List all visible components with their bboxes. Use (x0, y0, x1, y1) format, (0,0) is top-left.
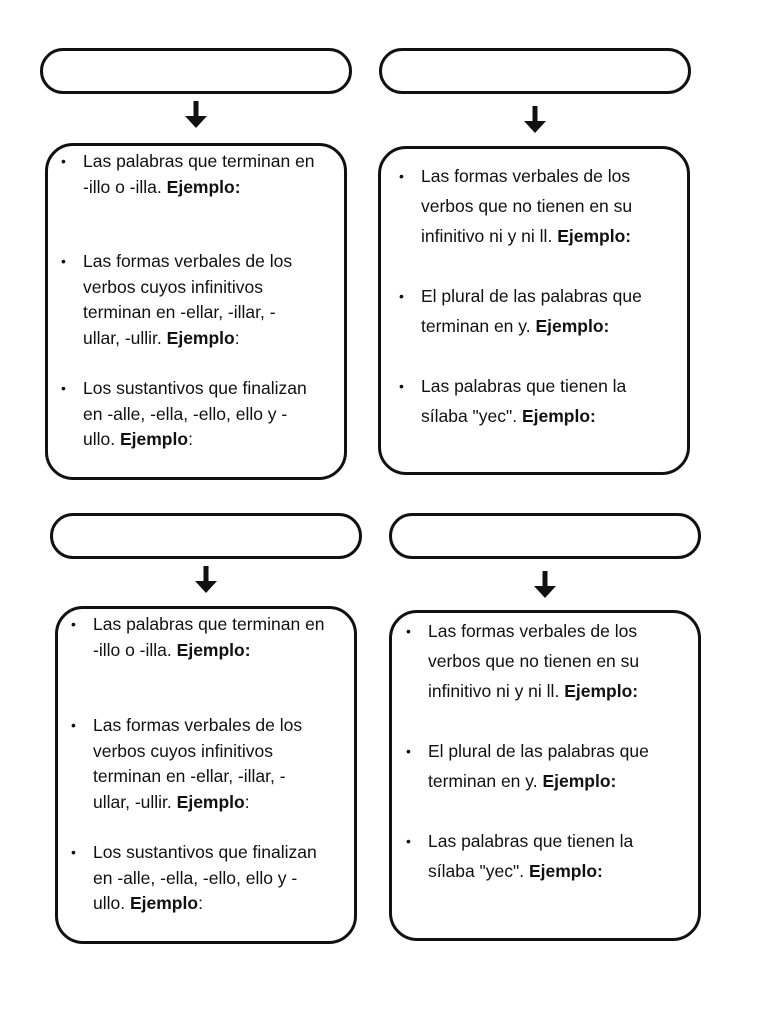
arrow-down-icon (530, 570, 560, 600)
list-item: • Las palabras que terminan en -illo o -illa. Ejemplo: (83, 149, 315, 200)
heading-blank-top-left[interactable] (40, 48, 352, 94)
card-top-right (378, 146, 690, 475)
list-item: • Las palabras que tienen la sílaba "yec". Ejemplo: (421, 371, 626, 431)
arrow-down-icon (520, 105, 550, 135)
card-bottom-left (55, 606, 357, 944)
list-item: • Las formas verbales de los verbos que no tienen en su infinitivo ni y ni ll. Ejemplo: (428, 616, 639, 706)
heading-blank-bottom-left[interactable] (50, 513, 362, 559)
list-item: • Los sustantivos que finalizan en -alle, -ella, -ello, ello y - ullo. Ejemplo: (83, 376, 307, 453)
list-item: • El plural de las palabras que terminan en y. Ejemplo: (428, 736, 649, 796)
list-item: • Las formas verbales de los verbos cuyos infinitivos terminan en -ellar, -illar, - ullar, -ullir. Ejemplo: (93, 713, 302, 815)
list-item: • Las palabras que tienen la sílaba "yec". Ejemplo: (428, 826, 633, 886)
card-bottom-right (389, 610, 701, 941)
heading-blank-bottom-right[interactable] (389, 513, 701, 559)
list-item: • Las palabras que terminan en -illo o -illa. Ejemplo: (93, 612, 325, 663)
list-item: • Las formas verbales de los verbos que no tienen en su infinitivo ni y ni ll. Ejemplo: (421, 161, 632, 251)
arrow-down-icon (191, 565, 221, 595)
list-item: • Los sustantivos que finalizan en -alle, -ella, -ello, ello y - ullo. Ejemplo: (93, 840, 317, 917)
arrow-down-icon (181, 100, 211, 130)
list-item: • El plural de las palabras que terminan en y. Ejemplo: (421, 281, 642, 341)
heading-blank-top-right[interactable] (379, 48, 691, 94)
card-top-left (45, 143, 347, 480)
list-item: • Las formas verbales de los verbos cuyos infinitivos terminan en -ellar, -illar, - ullar, -ullir. Ejemplo: (83, 249, 292, 351)
